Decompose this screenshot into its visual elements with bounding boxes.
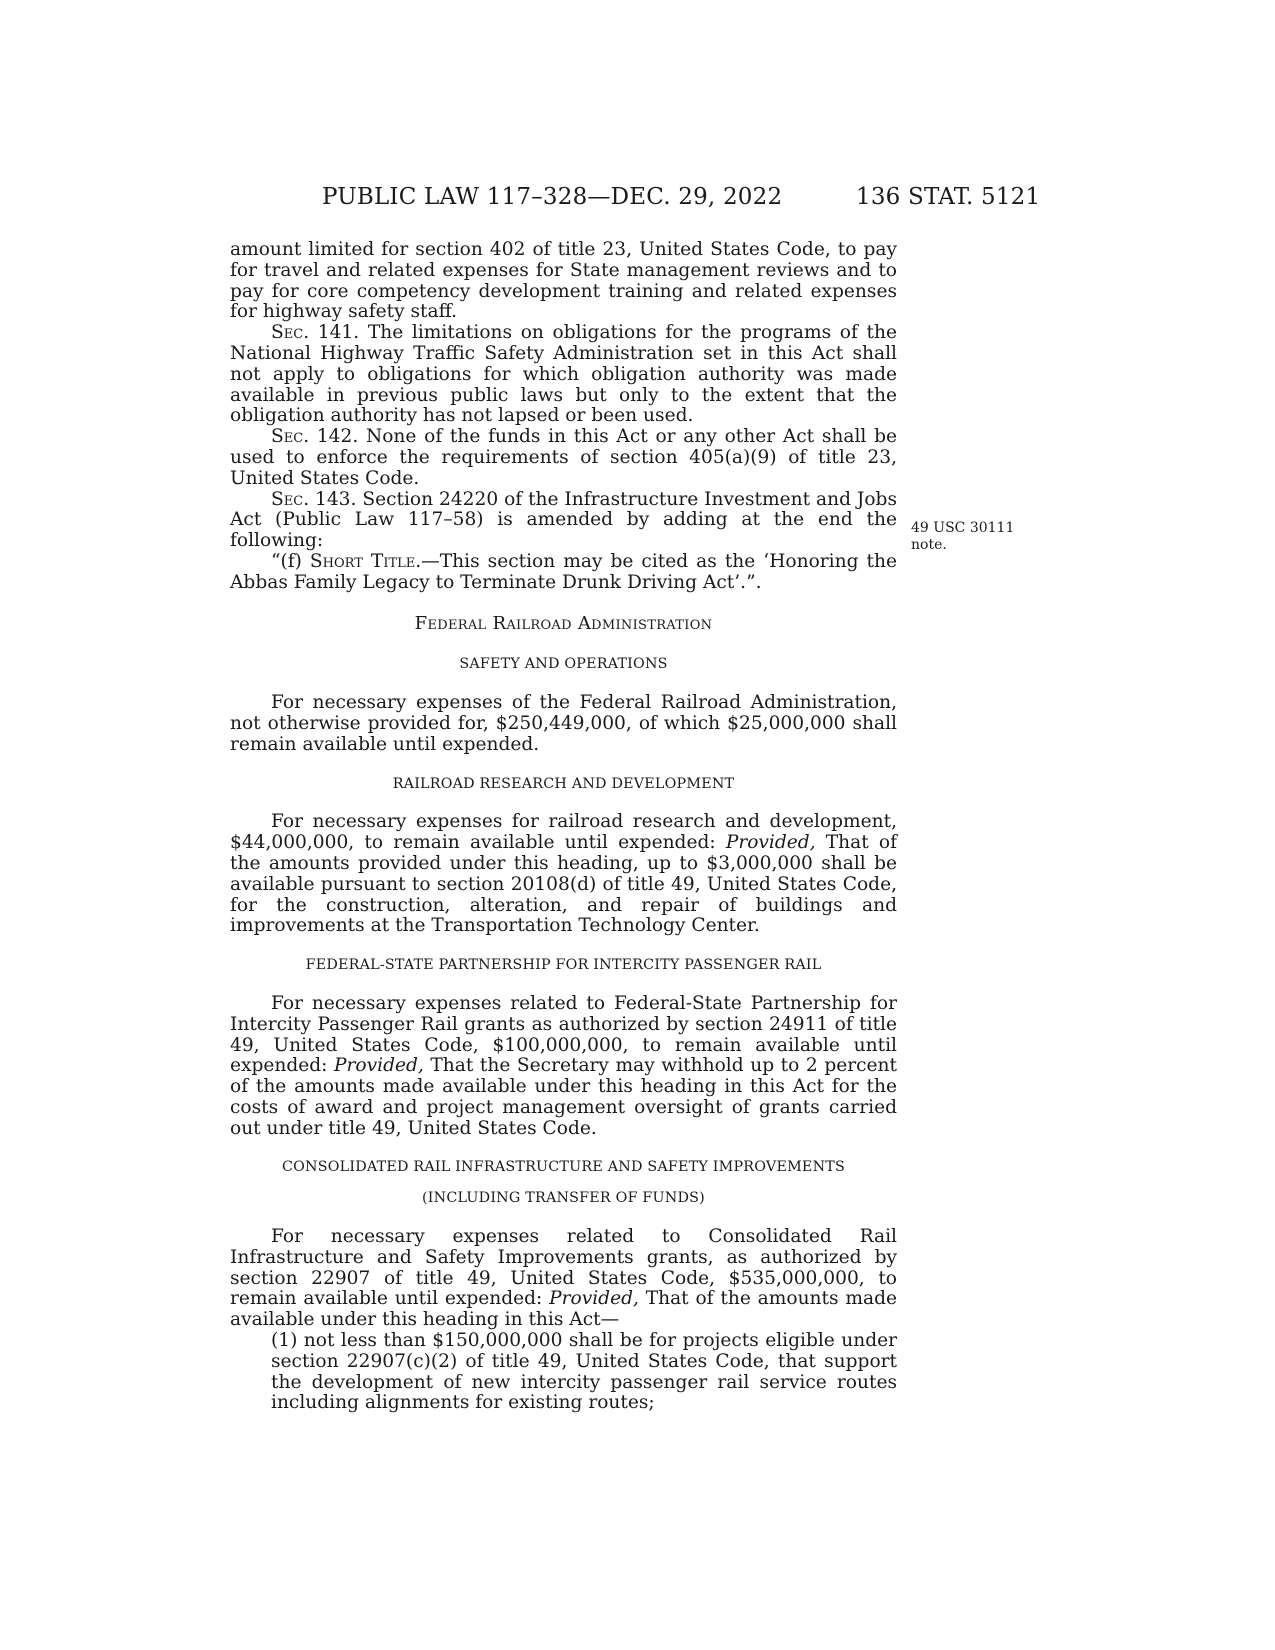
consolidated-text-b: That of the amounts made available under this heading in this Act— <box>230 1288 897 1331</box>
page-header <box>0 184 1275 218</box>
consolidated-item-1: (1) not less than $150,000,000 shall be for projects eligible under section 22907(c)(2) of title 49, United States Code, that support the development of new intercity passenger rail service routes including alignments for existing routes; <box>271 1330 897 1414</box>
research-text-a: For necessary expenses for railroad research and development, $44,000,000, to remain available until expended: <box>230 811 897 854</box>
short-title-open: “(f) <box>271 550 310 572</box>
sec-text: The limitations on obligations for the programs of the National Highway Traffic Safety Administration set in this Act shall not apply to obligations for which obligation authority was made available in previous public laws but only to the extent that the obligation authority has not lapsed or been used. <box>230 322 897 427</box>
provided-term: Provided, <box>334 1055 424 1077</box>
provided-term: Provided, <box>549 1288 639 1310</box>
sec-label: Sec <box>271 488 304 510</box>
partnership-heading: FEDERAL-STATE PARTNERSHIP FOR INTERCITY PASSENGER RAIL <box>305 957 822 974</box>
sec-label: Sec <box>271 426 304 448</box>
sec-number: . 141. <box>303 322 360 344</box>
safety-operations-text: For necessary expenses of the Federal Railroad Administration, not otherwise provided for, $250,449,000, of which $25,000,000 shall remain available until expended. <box>230 692 897 755</box>
consolidated-heading: CONSOLIDATED RAIL INFRASTRUCTURE AND SAFETY IMPROVEMENTS <box>281 1159 846 1176</box>
agency-heading: Federal Railroad Administration <box>414 612 713 634</box>
statute-page-number: 136 STAT. 5121 <box>856 184 1041 210</box>
partnership-text-a: For necessary expenses related to Federal-State Partnership for Intercity Passenger Rail grants as authorized by section 24911 of title 49, United States Code, $100,000,000, to remain available until expended: <box>230 992 897 1077</box>
section-141 <box>230 323 897 427</box>
sec-label: Sec <box>271 322 304 344</box>
consolidated-subheading: (INCLUDING TRANSFER OF FUNDS) <box>422 1190 705 1207</box>
section-142 <box>230 427 897 489</box>
research-heading: RAILROAD RESEARCH AND DEVELOPMENT <box>392 775 735 792</box>
sec-number: . 142. <box>303 426 359 448</box>
short-title-label: Short Title <box>309 550 416 572</box>
short-title-text: .—This section may be cited as the ‘Honoring the Abbas Family Legacy to Terminate Drunk Driving Act’.”. <box>230 550 897 593</box>
partnership-text-b: That the Secretary may withhold up to 2 percent of the amounts made available under this heading in this Act for the costs of award and project management oversight of grants carried out under title 49, United States Code. <box>230 1055 897 1139</box>
sec-text: None of the funds in this Act or any other Act shall be used to enforce the requirements of section 405(a)(9) of title 23, United States Code. <box>230 426 897 489</box>
sec-text: Section 24220 of the Infrastructure Investment and Jobs Act (Public Law 117–58) is amended by adding at the end the following: <box>230 488 897 552</box>
sec-number: . 143. <box>303 488 357 510</box>
research-text <box>230 812 897 937</box>
running-head-title: PUBLIC LAW 117–328—DEC. 29, 2022 <box>322 184 783 210</box>
margin-citation-note <box>911 520 1014 554</box>
partnership-text <box>230 994 897 1140</box>
research-text-b: That of the amounts provided under this heading, up to $3,000,000 shall be available pursuant to section 20108(d) of title 49, United States Code, for the construction, alteration, and repair of buildings and improvements at the Transportation Technology Center. <box>230 832 897 937</box>
safety-operations-heading: SAFETY AND OPERATIONS <box>459 656 668 673</box>
short-title-paragraph <box>230 552 897 594</box>
provided-term: Provided, <box>725 832 816 854</box>
consolidated-text-a: For necessary expenses related to Consolidated Rail Infrastructure and Safety Improvements grants, as authorized by section 22907 of title 49, United States Code, $535,000,000, to remain available until expended: <box>230 1226 897 1310</box>
margin-note-line-1: 49 USC 30111 <box>911 520 1015 536</box>
margin-note-line-2: note. <box>911 537 947 553</box>
body-text <box>230 240 897 1414</box>
section-143 <box>230 490 897 552</box>
consolidated-text <box>230 1227 897 1331</box>
continued-paragraph: amount limited for section 402 of title 23, United States Code, to pay for travel and related expenses for State management reviews and to pay for core competency development training and related expenses for highway safety staff. <box>230 239 897 323</box>
